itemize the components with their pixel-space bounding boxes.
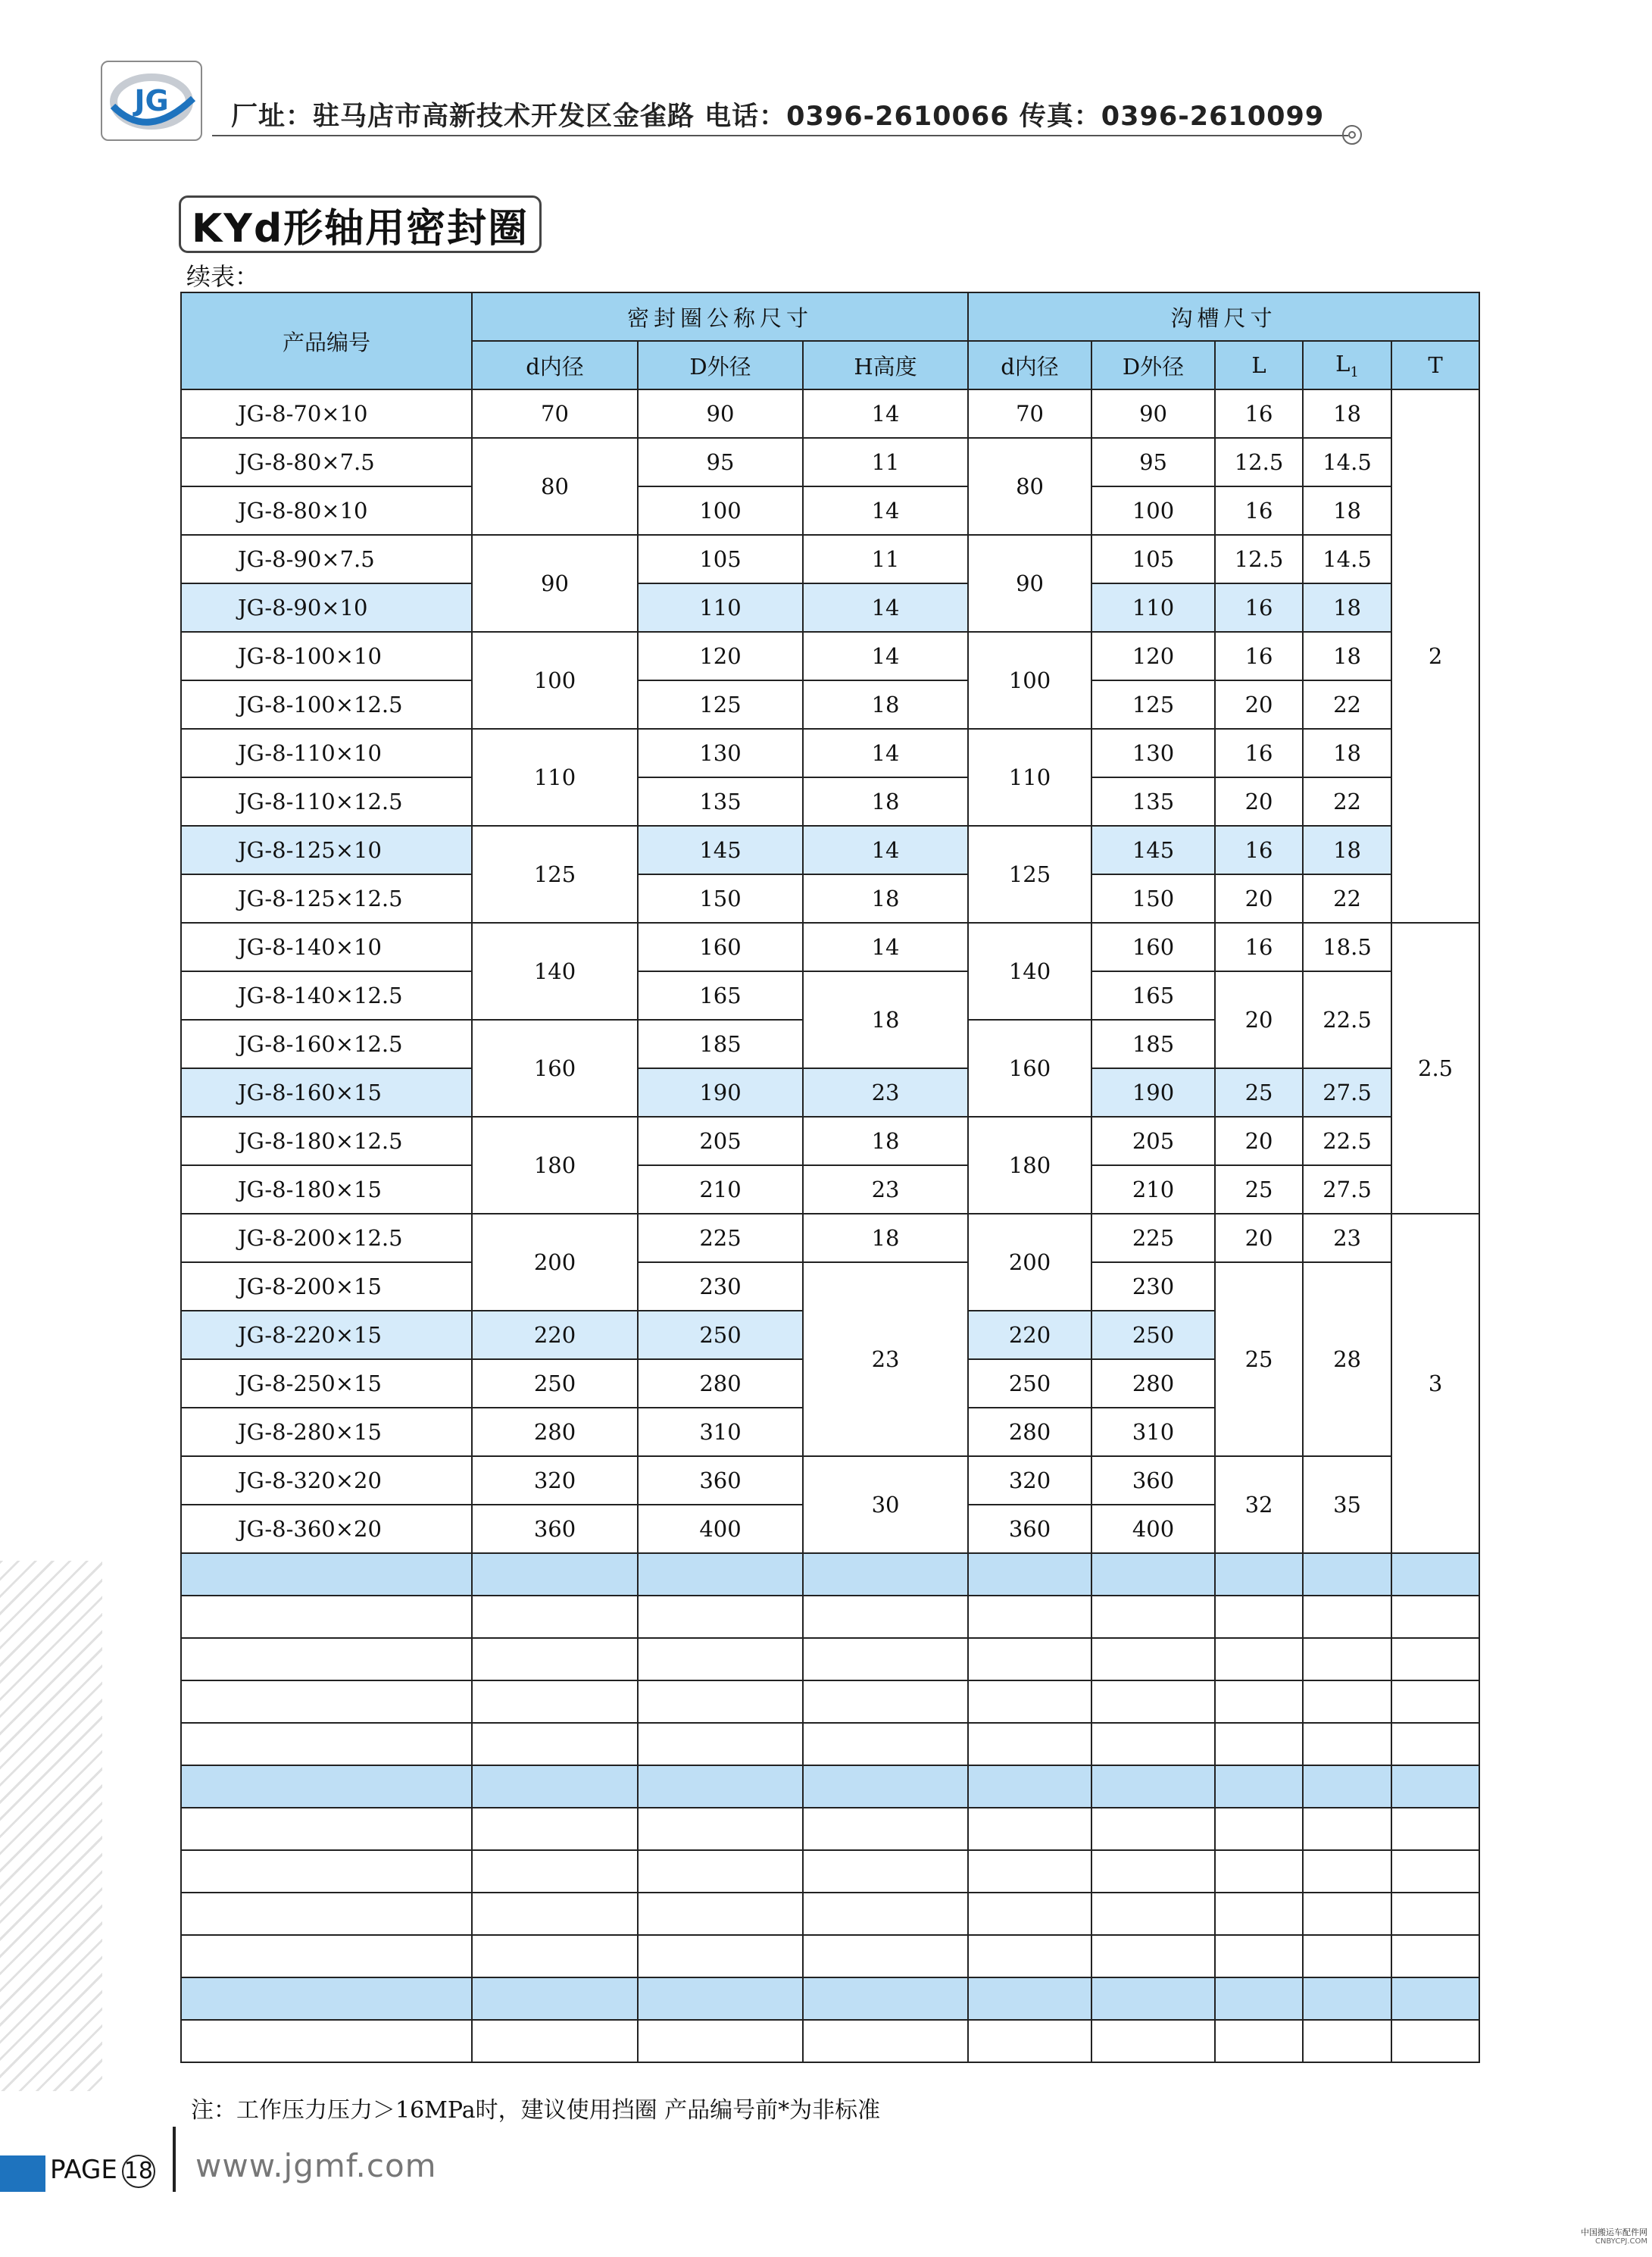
cell-groove-D: 145 <box>1091 826 1215 874</box>
cell-seal-D: 145 <box>638 826 803 874</box>
cell-seal-H: 14 <box>803 389 968 438</box>
cell-seal-D: 120 <box>638 632 803 680</box>
cell-groove-d: 80 <box>968 438 1091 535</box>
cell-seal-D: 165 <box>638 971 803 1020</box>
cell-groove-d: 90 <box>968 535 1091 632</box>
cell-groove-d: 100 <box>968 632 1091 729</box>
cell-groove-L1: 14.5 <box>1303 535 1391 583</box>
cell-groove-L: 16 <box>1215 632 1303 680</box>
cell-seal-H: 23 <box>803 1165 968 1214</box>
cell-product-code: JG-8-70×10 <box>181 389 472 438</box>
page-title: KYd形轴用密封圈 <box>192 205 529 252</box>
table-row <box>181 1262 1479 1311</box>
header-groove-L1 <box>1303 341 1391 389</box>
cell-groove-d: 70 <box>968 389 1091 438</box>
header-groove-size: 沟槽尺寸 <box>968 292 1479 341</box>
header-seal-height: H高度 <box>803 341 968 389</box>
cell-seal-D: 185 <box>638 1020 803 1068</box>
cell-groove-d: 360 <box>968 1505 1091 1553</box>
cell-groove-D: 310 <box>1091 1408 1215 1456</box>
cell-groove-L1: 18 <box>1303 486 1391 535</box>
cell-groove-D: 185 <box>1091 1020 1215 1068</box>
empty-table-row <box>181 1723 1479 1765</box>
footnote: 注：工作压力压力＞16MPa时，建议使用挡圈 产品编号前*为非标准 <box>191 2097 881 2124</box>
cell-seal-D: 160 <box>638 923 803 971</box>
empty-table-row <box>181 1977 1479 2020</box>
cell-groove-L1: 27.5 <box>1303 1165 1391 1214</box>
cell-groove-D: 360 <box>1091 1456 1215 1505</box>
cell-groove-L1: 14.5 <box>1303 438 1391 486</box>
cell-seal-d: 280 <box>472 1408 638 1456</box>
table-row <box>181 826 1479 874</box>
cell-seal-d: 160 <box>472 1020 638 1117</box>
cell-groove-T: 3 <box>1391 1214 1479 1553</box>
header-divider <box>212 135 1348 136</box>
footer-blue-tab <box>0 2155 45 2192</box>
cell-seal-D: 230 <box>638 1262 803 1311</box>
cell-groove-L: 16 <box>1215 389 1303 438</box>
page-number: 18 <box>122 2155 155 2188</box>
cell-product-code: JG-8-80×10 <box>181 486 472 535</box>
cell-groove-d: 110 <box>968 729 1091 826</box>
table-row <box>181 1068 1479 1117</box>
cell-seal-H: 23 <box>803 1068 968 1117</box>
cell-seal-D: 400 <box>638 1505 803 1553</box>
cell-product-code: JG-8-160×15 <box>181 1068 472 1117</box>
header-groove-outer-diameter: D外径 <box>1091 341 1215 389</box>
cell-groove-d: 125 <box>968 826 1091 923</box>
cell-groove-D: 230 <box>1091 1262 1215 1311</box>
empty-table-row <box>181 1638 1479 1680</box>
seal-spec-table <box>180 292 1480 2063</box>
cell-groove-D: 160 <box>1091 923 1215 971</box>
footer-divider <box>173 2127 176 2192</box>
header-seal-outer-diameter: D外径 <box>638 341 803 389</box>
cell-groove-d: 250 <box>968 1359 1091 1408</box>
cell-groove-L1: 22 <box>1303 874 1391 923</box>
cell-seal-D: 190 <box>638 1068 803 1117</box>
cell-groove-L: 25 <box>1215 1068 1303 1117</box>
cell-seal-H: 18 <box>803 1214 968 1262</box>
cell-seal-D: 110 <box>638 583 803 632</box>
company-logo <box>101 61 202 141</box>
cell-groove-L: 20 <box>1215 1117 1303 1165</box>
cell-product-code: JG-8-125×10 <box>181 826 472 874</box>
cell-groove-d: 280 <box>968 1408 1091 1456</box>
cell-groove-D: 110 <box>1091 583 1215 632</box>
cell-product-code: JG-8-360×20 <box>181 1505 472 1553</box>
cell-groove-L1: 22.5 <box>1303 971 1391 1068</box>
cell-seal-d: 180 <box>472 1117 638 1214</box>
empty-table-row <box>181 1850 1479 1893</box>
table-row <box>181 1165 1479 1214</box>
cell-product-code: JG-8-180×12.5 <box>181 1117 472 1165</box>
cell-groove-L: 20 <box>1215 971 1303 1068</box>
cell-seal-H: 14 <box>803 923 968 971</box>
cell-groove-D: 225 <box>1091 1214 1215 1262</box>
cell-groove-L: 12.5 <box>1215 438 1303 486</box>
cell-seal-d: 360 <box>472 1505 638 1553</box>
cell-seal-d: 140 <box>472 923 638 1020</box>
cell-seal-H: 18 <box>803 874 968 923</box>
cell-seal-H: 18 <box>803 1117 968 1165</box>
cell-groove-d: 200 <box>968 1214 1091 1311</box>
table-row <box>181 632 1479 680</box>
cell-groove-D: 100 <box>1091 486 1215 535</box>
cell-groove-L: 16 <box>1215 729 1303 777</box>
cell-groove-L1: 22.5 <box>1303 1117 1391 1165</box>
cell-seal-H: 11 <box>803 535 968 583</box>
cell-product-code: JG-8-90×10 <box>181 583 472 632</box>
cell-groove-L1: 23 <box>1303 1214 1391 1262</box>
cell-seal-D: 250 <box>638 1311 803 1359</box>
cell-seal-H: 18 <box>803 971 968 1068</box>
cell-seal-H: 23 <box>803 1262 968 1456</box>
cell-product-code: JG-8-140×10 <box>181 923 472 971</box>
cell-seal-H: 14 <box>803 583 968 632</box>
cell-groove-D: 280 <box>1091 1359 1215 1408</box>
cell-groove-L1: 18 <box>1303 583 1391 632</box>
table-row <box>181 729 1479 777</box>
cell-groove-D: 130 <box>1091 729 1215 777</box>
cell-product-code: JG-8-180×15 <box>181 1165 472 1214</box>
cell-groove-L1: 18 <box>1303 389 1391 438</box>
cell-product-code: JG-8-125×12.5 <box>181 874 472 923</box>
cell-seal-H: 18 <box>803 777 968 826</box>
cell-seal-H: 18 <box>803 680 968 729</box>
cell-groove-L: 20 <box>1215 1214 1303 1262</box>
table-row <box>181 777 1479 826</box>
table-row <box>181 923 1479 971</box>
empty-table-row <box>181 1596 1479 1638</box>
cell-groove-L: 25 <box>1215 1262 1303 1456</box>
cell-seal-H: 14 <box>803 486 968 535</box>
cell-groove-D: 250 <box>1091 1311 1215 1359</box>
table-row <box>181 1456 1479 1505</box>
header-circle-ornament-icon <box>1342 125 1362 145</box>
cell-groove-L1: 22 <box>1303 777 1391 826</box>
cell-groove-d: 220 <box>968 1311 1091 1359</box>
cell-seal-d: 320 <box>472 1456 638 1505</box>
cell-groove-L1: 18.5 <box>1303 923 1391 971</box>
header-seal-nominal-size: 密封圈公称尺寸 <box>472 292 968 341</box>
table-row <box>181 438 1479 486</box>
cell-seal-H: 14 <box>803 729 968 777</box>
cell-groove-D: 95 <box>1091 438 1215 486</box>
header-seal-inner-diameter: d内径 <box>472 341 638 389</box>
cell-product-code: JG-8-90×7.5 <box>181 535 472 583</box>
page-indicator <box>50 2155 155 2188</box>
cell-seal-H: 14 <box>803 632 968 680</box>
cell-seal-D: 105 <box>638 535 803 583</box>
cell-seal-H: 14 <box>803 826 968 874</box>
cell-product-code: JG-8-280×15 <box>181 1408 472 1456</box>
cell-product-code: JG-8-140×12.5 <box>181 971 472 1020</box>
page-title-box <box>179 195 542 253</box>
cell-groove-D: 120 <box>1091 632 1215 680</box>
empty-table-row <box>181 1893 1479 1935</box>
cell-groove-L: 25 <box>1215 1165 1303 1214</box>
cell-groove-L: 20 <box>1215 777 1303 826</box>
corner-watermark-cn: 中国搬运车配件网 <box>1581 2227 1647 2237</box>
cell-seal-D: 150 <box>638 874 803 923</box>
cell-product-code: JG-8-200×15 <box>181 1262 472 1311</box>
cell-product-code: JG-8-80×7.5 <box>181 438 472 486</box>
cell-groove-L: 16 <box>1215 923 1303 971</box>
cell-groove-T: 2 <box>1391 389 1479 923</box>
table-row <box>181 680 1479 729</box>
cell-groove-D: 135 <box>1091 777 1215 826</box>
table-row <box>181 389 1479 438</box>
cell-groove-d: 140 <box>968 923 1091 1020</box>
cell-groove-L1: 18 <box>1303 729 1391 777</box>
cell-groove-D: 150 <box>1091 874 1215 923</box>
cell-seal-d: 70 <box>472 389 638 438</box>
page-label: PAGE <box>50 2155 117 2185</box>
table-row <box>181 971 1479 1020</box>
table-row <box>181 535 1479 583</box>
corner-watermark-en: CNBYCPJ.COM <box>1595 2237 1647 2246</box>
cell-seal-D: 210 <box>638 1165 803 1214</box>
empty-table-row <box>181 1765 1479 1808</box>
corner-watermark <box>1581 2227 1647 2246</box>
cell-groove-D: 125 <box>1091 680 1215 729</box>
empty-table-row <box>181 1553 1479 1596</box>
cell-groove-D: 165 <box>1091 971 1215 1020</box>
cell-seal-d: 110 <box>472 729 638 826</box>
cell-groove-L1: 18 <box>1303 826 1391 874</box>
cell-seal-D: 90 <box>638 389 803 438</box>
table-row <box>181 486 1479 535</box>
cell-product-code: JG-8-320×20 <box>181 1456 472 1505</box>
header-groove-L: L <box>1215 341 1303 389</box>
logo-swoosh-icon <box>102 62 201 139</box>
cell-groove-L: 16 <box>1215 486 1303 535</box>
cell-seal-d: 250 <box>472 1359 638 1408</box>
table-row <box>181 1214 1479 1262</box>
table-row <box>181 874 1479 923</box>
cell-groove-L1: 35 <box>1303 1456 1391 1553</box>
empty-table-row <box>181 2020 1479 2062</box>
cell-product-code: JG-8-100×12.5 <box>181 680 472 729</box>
cell-seal-D: 125 <box>638 680 803 729</box>
cell-groove-d: 160 <box>968 1020 1091 1117</box>
cell-product-code: JG-8-110×10 <box>181 729 472 777</box>
cell-seal-D: 225 <box>638 1214 803 1262</box>
cell-groove-D: 190 <box>1091 1068 1215 1117</box>
cell-product-code: JG-8-220×15 <box>181 1311 472 1359</box>
cell-groove-L: 32 <box>1215 1456 1303 1553</box>
empty-table-row <box>181 1935 1479 1977</box>
website-url: www.jgmf.com <box>195 2147 437 2184</box>
cell-seal-D: 100 <box>638 486 803 535</box>
empty-table-row <box>181 1808 1479 1850</box>
cell-product-code: JG-8-110×12.5 <box>181 777 472 826</box>
cell-groove-L1: 28 <box>1303 1262 1391 1456</box>
header-product-code: 产品编号 <box>181 292 472 389</box>
logo-text: JG <box>134 84 169 117</box>
cell-seal-d: 220 <box>472 1311 638 1359</box>
table-row <box>181 1117 1479 1165</box>
cell-seal-d: 100 <box>472 632 638 729</box>
cell-seal-D: 280 <box>638 1359 803 1408</box>
header-groove-inner-diameter: d内径 <box>968 341 1091 389</box>
cell-groove-L: 20 <box>1215 680 1303 729</box>
cell-seal-D: 310 <box>638 1408 803 1456</box>
header-groove-L1-subscript: 1 <box>1350 364 1359 380</box>
cell-groove-L1: 18 <box>1303 632 1391 680</box>
cell-groove-d: 320 <box>968 1456 1091 1505</box>
cell-seal-d: 125 <box>472 826 638 923</box>
header-groove-T: T <box>1391 341 1479 389</box>
empty-table-row <box>181 1680 1479 1723</box>
cell-seal-d: 80 <box>472 438 638 535</box>
cell-groove-L1: 27.5 <box>1303 1068 1391 1117</box>
cell-seal-D: 130 <box>638 729 803 777</box>
cell-seal-H: 30 <box>803 1456 968 1553</box>
cell-product-code: JG-8-160×12.5 <box>181 1020 472 1068</box>
cell-groove-D: 400 <box>1091 1505 1215 1553</box>
cell-groove-L: 12.5 <box>1215 535 1303 583</box>
cell-groove-L1: 22 <box>1303 680 1391 729</box>
cell-seal-d: 200 <box>472 1214 638 1311</box>
cell-seal-D: 135 <box>638 777 803 826</box>
cell-seal-d: 90 <box>472 535 638 632</box>
header-groove-L1-main: L <box>1335 350 1351 377</box>
cell-product-code: JG-8-200×12.5 <box>181 1214 472 1262</box>
table-row <box>181 583 1479 632</box>
cell-groove-L: 16 <box>1215 826 1303 874</box>
cell-groove-D: 205 <box>1091 1117 1215 1165</box>
cell-seal-H: 11 <box>803 438 968 486</box>
cell-groove-D: 90 <box>1091 389 1215 438</box>
cell-seal-D: 205 <box>638 1117 803 1165</box>
cell-groove-T: 2.5 <box>1391 923 1479 1214</box>
cell-seal-D: 95 <box>638 438 803 486</box>
cell-product-code: JG-8-250×15 <box>181 1359 472 1408</box>
cell-groove-D: 105 <box>1091 535 1215 583</box>
cell-groove-D: 210 <box>1091 1165 1215 1214</box>
cell-groove-L: 20 <box>1215 874 1303 923</box>
company-contact-info: 厂址：驻马店市高新技术开发区金雀路 电话：0396-2610066 传真：0396-2610099 <box>231 102 1325 132</box>
cell-groove-L: 16 <box>1215 583 1303 632</box>
cell-groove-d: 180 <box>968 1117 1091 1214</box>
cell-product-code: JG-8-100×10 <box>181 632 472 680</box>
cell-seal-D: 360 <box>638 1456 803 1505</box>
continued-label: 续表： <box>186 262 260 291</box>
side-hatch-decoration <box>0 1561 102 2091</box>
